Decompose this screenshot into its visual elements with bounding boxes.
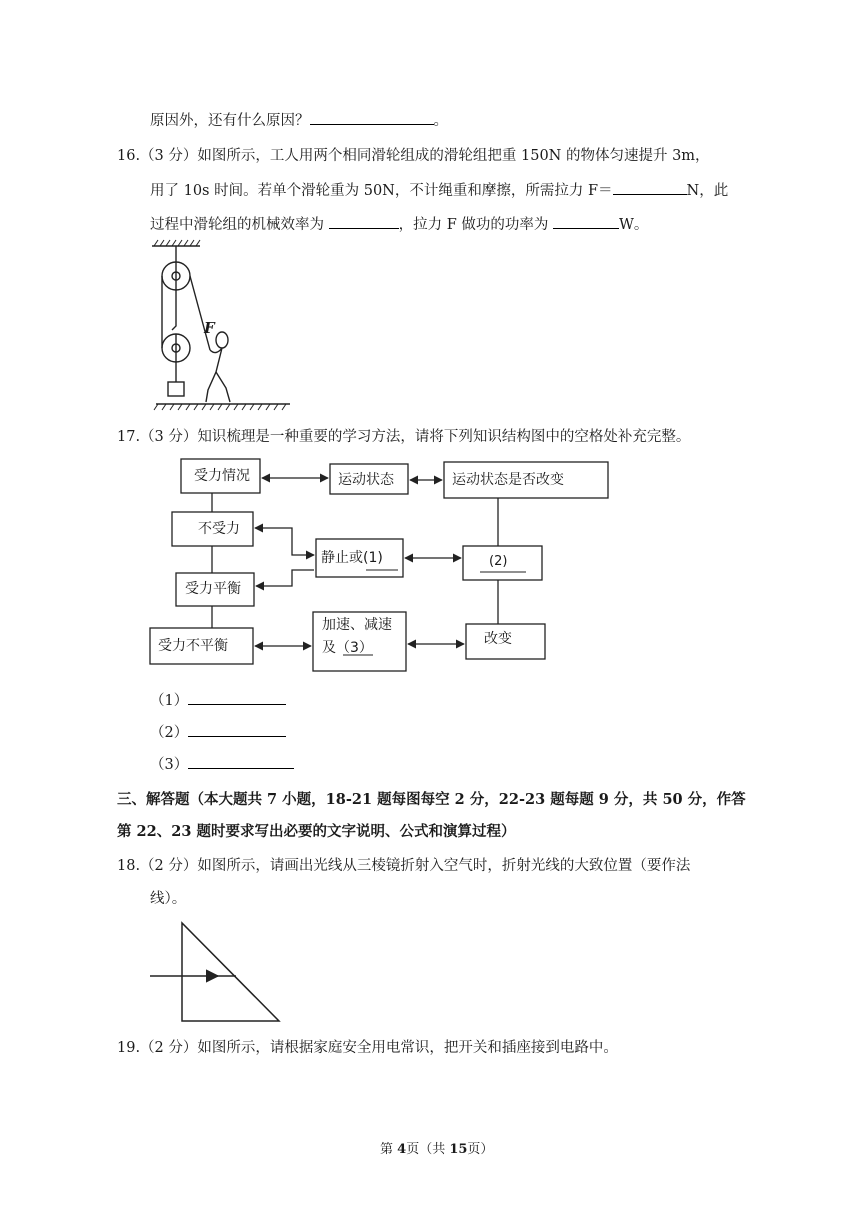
answer-1-blank[interactable]	[188, 690, 286, 705]
box-motion-state-label: 运动状态	[338, 472, 394, 488]
answer-2	[150, 722, 286, 743]
answer-2-label: （2）	[150, 725, 189, 741]
answer-2-blank[interactable]	[188, 722, 286, 737]
box-force-state-label: 受力情况	[194, 468, 250, 484]
blank3-marker: 3	[350, 640, 359, 656]
q16-line3a: 过程中滑轮组的机械效率为	[150, 217, 324, 233]
answer-blank[interactable]	[310, 110, 434, 125]
answer-1-label: （1）	[150, 693, 189, 709]
static-or-text: 静止或	[321, 550, 363, 566]
answer-3	[150, 754, 294, 775]
q16-line2	[150, 180, 728, 201]
box-accel-line1: 加速、减速	[322, 617, 392, 633]
box-static-label	[321, 548, 383, 568]
box-change-label: 改变	[484, 631, 512, 647]
page-footer	[380, 1140, 493, 1160]
accel-close: ）	[358, 640, 373, 656]
footer-page: 4	[397, 1142, 407, 1157]
answer-blank-force[interactable]	[613, 180, 687, 195]
q15-tail-end: 。	[433, 113, 448, 129]
footer-total: 15	[449, 1142, 468, 1157]
box-accel-line2	[322, 638, 373, 658]
footer-suffix: 页）	[467, 1142, 494, 1157]
q16-line3b: ，拉力 F 做功的功率为	[398, 217, 549, 233]
answer-1	[150, 690, 286, 711]
footer-prefix: 第	[380, 1142, 398, 1157]
q16-line3c: W。	[619, 217, 649, 233]
q16-line3	[150, 214, 648, 235]
q16-line1: 16.（3 分）如图所示，工人用两个相同滑轮组成的滑轮组把重 150N 的物体匀速提升 3m，	[117, 148, 710, 164]
section3-heading-line1: 三、解答题（本大题共 7 小题，18-21 题每图每空 2 分，22-23 题每题 9 分，共 50 分，作答	[117, 791, 746, 808]
q19-line1: 19.（2 分）如图所示，请根据家庭安全用电常识，把开关和插座接到电路中。	[117, 1040, 618, 1056]
footer-mid: 页（共	[406, 1142, 450, 1157]
force-label: F	[204, 319, 215, 337]
answer-3-blank[interactable]	[188, 754, 294, 769]
q18-line1: 18.（2 分）如图所示，请画出光线从三棱镜折射入空气时，折射光线的大致位置（要作法	[117, 858, 691, 874]
answer-blank-power[interactable]	[553, 214, 619, 229]
q16-line2b: N，此	[686, 183, 729, 199]
section3-heading-line2: 第 22、23 题时要求写出必要的文字说明、公式和演算过程）	[117, 823, 516, 840]
box-no-force-label: 不受力	[198, 521, 240, 537]
accel-line2-text: 及（	[322, 640, 350, 656]
box-balanced-label: 受力平衡	[185, 581, 241, 597]
box-motion-changed-label: 运动状态是否改变	[452, 472, 564, 488]
answer-blank-efficiency[interactable]	[329, 214, 399, 229]
box-unbalanced-label: 受力不平衡	[158, 638, 228, 654]
q15-tail	[150, 110, 448, 131]
q18-line2: 线）。	[150, 891, 187, 907]
q15-tail-text: 原因外，还有什么原因？	[150, 113, 310, 129]
q16-line2a: 用了 10s 时间。若单个滑轮重为 50N，不计绳重和摩擦，所需拉力 F＝	[150, 183, 613, 199]
blank2-marker: (2)	[489, 554, 508, 569]
prism-triangle	[182, 923, 279, 1021]
blank1-marker: (1)	[363, 550, 383, 566]
q17-intro: 17.（3 分）知识梳理是一种重要的学习方法，请将下列知识结构图中的空格处补充完整。	[117, 429, 691, 445]
answer-3-label: （3）	[150, 757, 189, 773]
